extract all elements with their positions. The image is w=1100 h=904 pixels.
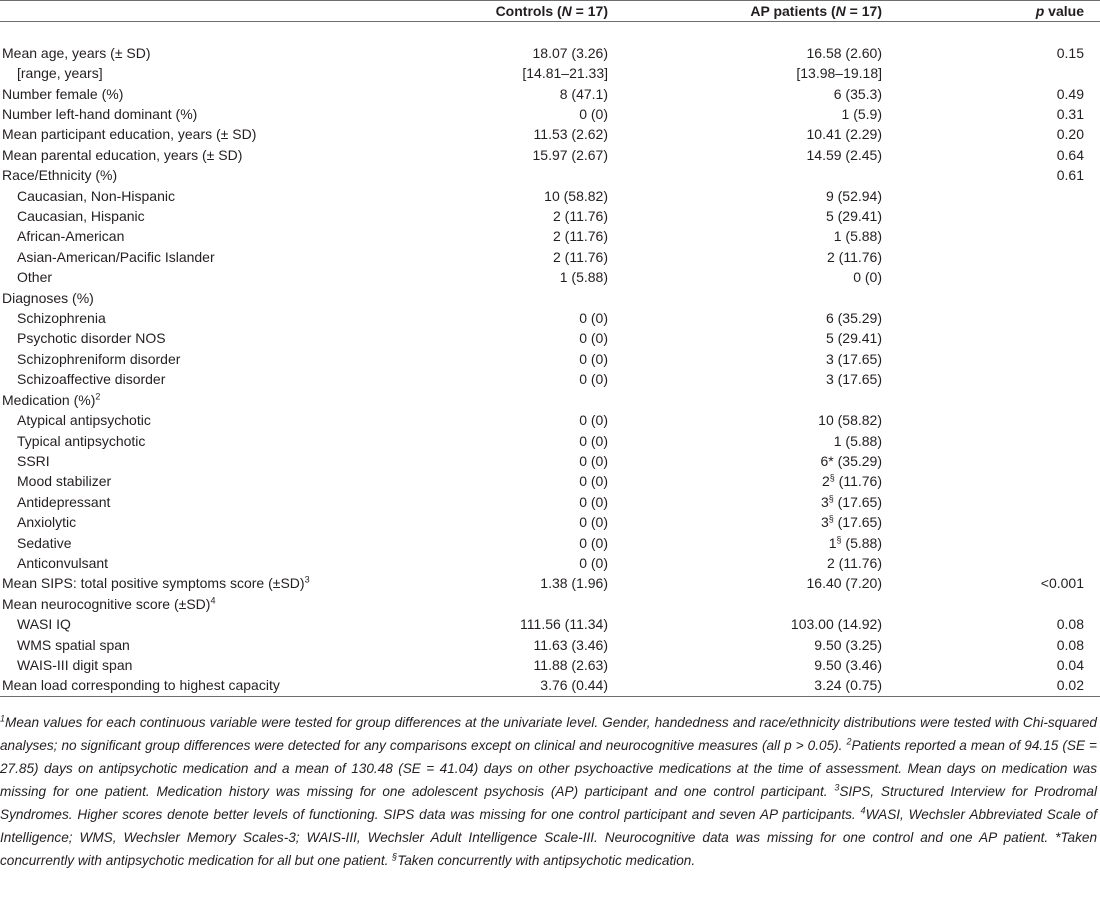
row-label: Anxiolytic bbox=[17, 514, 77, 531]
p-value: 0.08 bbox=[1056, 636, 1084, 653]
ap-patients-value: 10.41 (2.29) bbox=[806, 126, 882, 143]
row-label: Schizophrenia bbox=[17, 310, 106, 327]
row-label: Diagnoses (%) bbox=[2, 289, 94, 306]
ap-patients-value: 6 (35.29) bbox=[825, 310, 882, 327]
row-label: Mood stabilizer bbox=[17, 473, 112, 490]
table-row bbox=[0, 451, 1100, 471]
row-label: Number left-hand dominant (%) bbox=[2, 106, 198, 123]
row-label: Mean SIPS: total positive symptoms score $(\pm SD)^3$ bbox=[2, 574, 310, 592]
table-row bbox=[0, 328, 1100, 348]
row-label: Number female (%) bbox=[2, 85, 124, 102]
p-value bbox=[890, 492, 1100, 512]
ap-patients-value: 10 (58.82) bbox=[818, 412, 882, 429]
header-controls: Controls (N = 17) bbox=[434, 1, 618, 22]
row-label: Anticonvulsant bbox=[17, 554, 109, 571]
controls-value bbox=[434, 288, 618, 308]
p-value bbox=[890, 533, 1100, 553]
ap-patients-value: 1 (5.9) bbox=[841, 106, 882, 123]
controls-value: [14.81–21.33] bbox=[522, 65, 608, 82]
controls-value: 0 (0) bbox=[579, 534, 608, 551]
p-value: 0.02 bbox=[890, 675, 1100, 696]
p-value bbox=[890, 410, 1100, 430]
ap-patients-value: 0 (0) bbox=[853, 269, 882, 286]
row-label: Schizoaffective disorder bbox=[17, 371, 166, 388]
p-value bbox=[890, 349, 1100, 369]
ap-patients-value: 3 (17.65) bbox=[825, 350, 882, 367]
footnote-text: Patients reported a mean of 94.15 (SE = 27.85) days on antipsychotic medication and a mean of 130.48 (SE = 41.04) days on other psychoactive medications at the time of assessment. Mean days on medication was missing for one patient. Medication history was missing for one adolescent psychosis (AP) participant and one control participant. bbox=[0, 738, 1097, 799]
row-label: SSRI bbox=[17, 452, 50, 469]
row-label: Mean parental education, years (± SD) bbox=[2, 146, 243, 163]
ap-patients-value: 1 (5.88) bbox=[833, 228, 882, 245]
ap-patients-value: 3 (17.65) bbox=[825, 371, 882, 388]
row-label: [range, years] bbox=[17, 65, 103, 82]
header-p-value: p value bbox=[890, 1, 1100, 22]
row-label: Medication (%)$^2$ bbox=[2, 391, 101, 408]
controls-value: 15.97 (2.67) bbox=[532, 146, 608, 163]
table-row bbox=[0, 635, 1100, 655]
row-label: WASI IQ bbox=[17, 616, 71, 633]
controls-value bbox=[434, 594, 618, 614]
table-row bbox=[0, 124, 1100, 144]
footnote-marker: 4 bbox=[860, 805, 866, 816]
controls-value: 2 (11.76) bbox=[553, 248, 608, 265]
table-row bbox=[0, 675, 1100, 696]
p-value bbox=[890, 512, 1100, 532]
controls-value: 0 (0) bbox=[579, 310, 608, 327]
ap-patients-value: 3§ (17.65) bbox=[820, 513, 882, 531]
table-row bbox=[0, 308, 1100, 328]
row-label: Other bbox=[17, 269, 53, 286]
table-row bbox=[0, 533, 1100, 553]
controls-value bbox=[434, 165, 618, 185]
row-label: WAIS-III digit span bbox=[17, 656, 133, 673]
p-value: 0.64 bbox=[1056, 146, 1084, 163]
p-value bbox=[890, 267, 1100, 287]
row-label: Antidepressant bbox=[17, 493, 111, 510]
table-row bbox=[0, 431, 1100, 451]
ap-patients-value: 9.50 (3.46) bbox=[814, 656, 882, 673]
footnote-marker: 3 bbox=[834, 782, 840, 793]
p-value: 0.61 bbox=[1056, 167, 1084, 184]
ap-patients-value: 16.40 (7.20) bbox=[806, 575, 882, 592]
row-label: Race/Ethnicity (%) bbox=[2, 167, 118, 184]
controls-value: 0 (0) bbox=[579, 330, 608, 347]
ap-patients-value: 2 (11.76) bbox=[827, 554, 882, 571]
p-value bbox=[890, 63, 1100, 83]
table-row bbox=[0, 369, 1100, 389]
ap-patients-value: 2§ (11.76) bbox=[821, 472, 882, 490]
ap-patients-value: [13.98–19.18] bbox=[796, 65, 882, 82]
controls-value: 8 (47.1) bbox=[559, 85, 608, 102]
ap-patients-value: 2 (11.76) bbox=[827, 248, 882, 265]
table-row bbox=[0, 471, 1100, 491]
row-label: Caucasian, Hispanic bbox=[17, 208, 145, 225]
p-value bbox=[890, 206, 1100, 226]
ap-patients-value: 103.00 (14.92) bbox=[790, 616, 882, 633]
ap-patients-value: 16.58 (2.60) bbox=[806, 44, 882, 61]
p-value bbox=[890, 553, 1100, 573]
p-value bbox=[890, 226, 1100, 246]
table-row bbox=[0, 349, 1100, 369]
row-label: Mean age, years (± SD) bbox=[2, 44, 151, 61]
table-row bbox=[0, 492, 1100, 512]
controls-value: 1.38 (1.96) bbox=[540, 575, 608, 592]
controls-value: 18.07 (3.26) bbox=[532, 44, 608, 61]
ap-patients-value: 3§ (17.65) bbox=[820, 493, 882, 510]
controls-value: 0 (0) bbox=[579, 432, 608, 449]
p-value bbox=[890, 594, 1100, 614]
row-label: Mean neurocognitive score $(\pm SD)^4$ bbox=[2, 595, 216, 612]
p-value: <0.001 bbox=[1040, 575, 1084, 592]
controls-value: 11.53 (2.62) bbox=[533, 126, 608, 143]
footnote-text: SIPS, Structured Interview for Prodromal Syndromes. Higher scores denote better levels of functioning. SIPS data was missing for one control participant and seven AP participants. bbox=[0, 784, 1097, 822]
row-label: Sedative bbox=[17, 534, 72, 551]
table-row bbox=[0, 186, 1100, 206]
table-row bbox=[0, 573, 1100, 593]
row-label: WMS spatial span bbox=[17, 636, 130, 653]
p-value bbox=[890, 390, 1100, 410]
controls-value bbox=[434, 390, 618, 410]
table-row bbox=[0, 410, 1100, 430]
header-variable bbox=[0, 1, 434, 22]
controls-value: 1 (5.88) bbox=[559, 269, 608, 286]
ap-patients-value: 6 (35.3) bbox=[833, 85, 882, 102]
table-body bbox=[0, 22, 1100, 696]
table-row bbox=[0, 63, 1100, 83]
ap-patients-value: 3.24 (0.75) bbox=[618, 675, 890, 696]
controls-value: 111.56 (11.34) bbox=[520, 616, 608, 633]
row-label: Psychotic disorder NOS bbox=[17, 330, 166, 347]
row-label: Mean participant education, years (± SD) bbox=[2, 126, 257, 143]
p-value: 0.15 bbox=[1056, 44, 1084, 61]
ap-patients-value: 5 (29.41) bbox=[825, 208, 882, 225]
table-row bbox=[0, 614, 1100, 634]
controls-value: 0 (0) bbox=[579, 514, 608, 531]
row-label: Schizophreniform disorder bbox=[17, 350, 181, 367]
table-row bbox=[0, 288, 1100, 308]
ap-patients-value bbox=[618, 288, 890, 308]
table-header-row bbox=[0, 1, 1100, 22]
controls-value: 0 (0) bbox=[579, 473, 608, 490]
p-value bbox=[890, 451, 1100, 471]
table-row bbox=[0, 247, 1100, 267]
p-value bbox=[890, 288, 1100, 308]
ap-patients-value bbox=[618, 390, 890, 410]
table-row bbox=[0, 165, 1100, 185]
table-row bbox=[0, 84, 1100, 104]
table-row bbox=[0, 655, 1100, 675]
p-value: 0.08 bbox=[1056, 616, 1084, 633]
controls-value: 2 (11.76) bbox=[553, 228, 608, 245]
spacer-row bbox=[0, 22, 1100, 43]
p-value: 0.20 bbox=[1056, 126, 1084, 143]
ap-patients-value: 1§ (5.88) bbox=[828, 533, 882, 551]
p-value: 0.49 bbox=[1056, 85, 1084, 102]
footnote-marker: 1 bbox=[0, 713, 6, 724]
header-ap-patients: AP patients (N = 17) bbox=[618, 1, 890, 22]
table-row bbox=[0, 553, 1100, 573]
footnote-text: Mean values for each continuous variable were tested for group differences at the univariate level. Gender, handedness and race/ethnicity distributions were tested with Chi-squared analyses; no significant group differences were detected for any comparisons except on clinical and neurocognitive measures (all p > 0.05). bbox=[0, 715, 1097, 753]
controls-value: 2 (11.76) bbox=[553, 208, 608, 225]
table-row bbox=[0, 390, 1100, 410]
row-label: Mean load corresponding to highest capacity bbox=[0, 675, 434, 696]
footnote-marker: 2 bbox=[846, 736, 852, 747]
row-label: Caucasian, Non-Hispanic bbox=[17, 187, 175, 204]
row-label: Atypical antipsychotic bbox=[17, 412, 151, 429]
controls-value: 11.88 (2.63) bbox=[533, 656, 608, 673]
controls-value: 0 (0) bbox=[579, 350, 608, 367]
footnote-marker: § bbox=[392, 851, 398, 862]
controls-value: 0 (0) bbox=[579, 106, 608, 123]
controls-value: 10 (58.82) bbox=[544, 187, 608, 204]
p-value bbox=[890, 328, 1100, 348]
table-row bbox=[0, 512, 1100, 532]
footnote-text: WASI, Wechsler Abbreviated Scale of Intelligence; WMS, Wechsler Memory Scales-3; WAIS-III, Wechsler Adult Intelligence Scale-III. Neurocognitive data was missing for one control and one AP patient. *Taken concurrently with antipsychotic medication for all but one patient. bbox=[0, 807, 1097, 868]
ap-patients-value: 14.59 (2.45) bbox=[806, 146, 882, 163]
table-row bbox=[0, 104, 1100, 124]
controls-value: 11.63 (3.46) bbox=[533, 636, 608, 653]
ap-patients-value: 9.50 (3.25) bbox=[814, 636, 882, 653]
table-footnote bbox=[0, 711, 1097, 872]
p-value bbox=[890, 369, 1100, 389]
table-row bbox=[0, 267, 1100, 287]
p-value bbox=[890, 186, 1100, 206]
row-label: Asian-American/Pacific Islander bbox=[17, 248, 215, 265]
table-row bbox=[0, 145, 1100, 165]
controls-value: 0 (0) bbox=[579, 452, 608, 469]
table-row bbox=[0, 594, 1100, 614]
row-label: Typical antipsychotic bbox=[17, 432, 146, 449]
p-value: 0.31 bbox=[1056, 106, 1084, 123]
controls-value: 0 (0) bbox=[579, 412, 608, 429]
row-label: African-American bbox=[17, 228, 125, 245]
table-row bbox=[0, 206, 1100, 226]
controls-value: 3.76 (0.44) bbox=[434, 675, 618, 696]
p-value: 0.04 bbox=[1056, 656, 1084, 673]
ap-patients-value: 9 (52.94) bbox=[825, 187, 882, 204]
ap-patients-value bbox=[618, 165, 890, 185]
p-value bbox=[890, 431, 1100, 451]
ap-patients-value bbox=[618, 594, 890, 614]
ap-patients-value: 6* (35.29) bbox=[820, 452, 882, 469]
footnote-text: Taken concurrently with antipsychotic medication. bbox=[397, 853, 696, 868]
table-row bbox=[0, 226, 1100, 246]
ap-patients-value: 1 (5.88) bbox=[833, 432, 882, 449]
controls-value: 0 (0) bbox=[579, 554, 608, 571]
p-value bbox=[890, 308, 1100, 328]
controls-value: 0 (0) bbox=[579, 493, 608, 510]
controls-value: 0 (0) bbox=[579, 371, 608, 388]
p-value bbox=[890, 247, 1100, 267]
ap-patients-value: 5 (29.41) bbox=[825, 330, 882, 347]
p-value bbox=[890, 471, 1100, 491]
table-row bbox=[0, 43, 1100, 63]
